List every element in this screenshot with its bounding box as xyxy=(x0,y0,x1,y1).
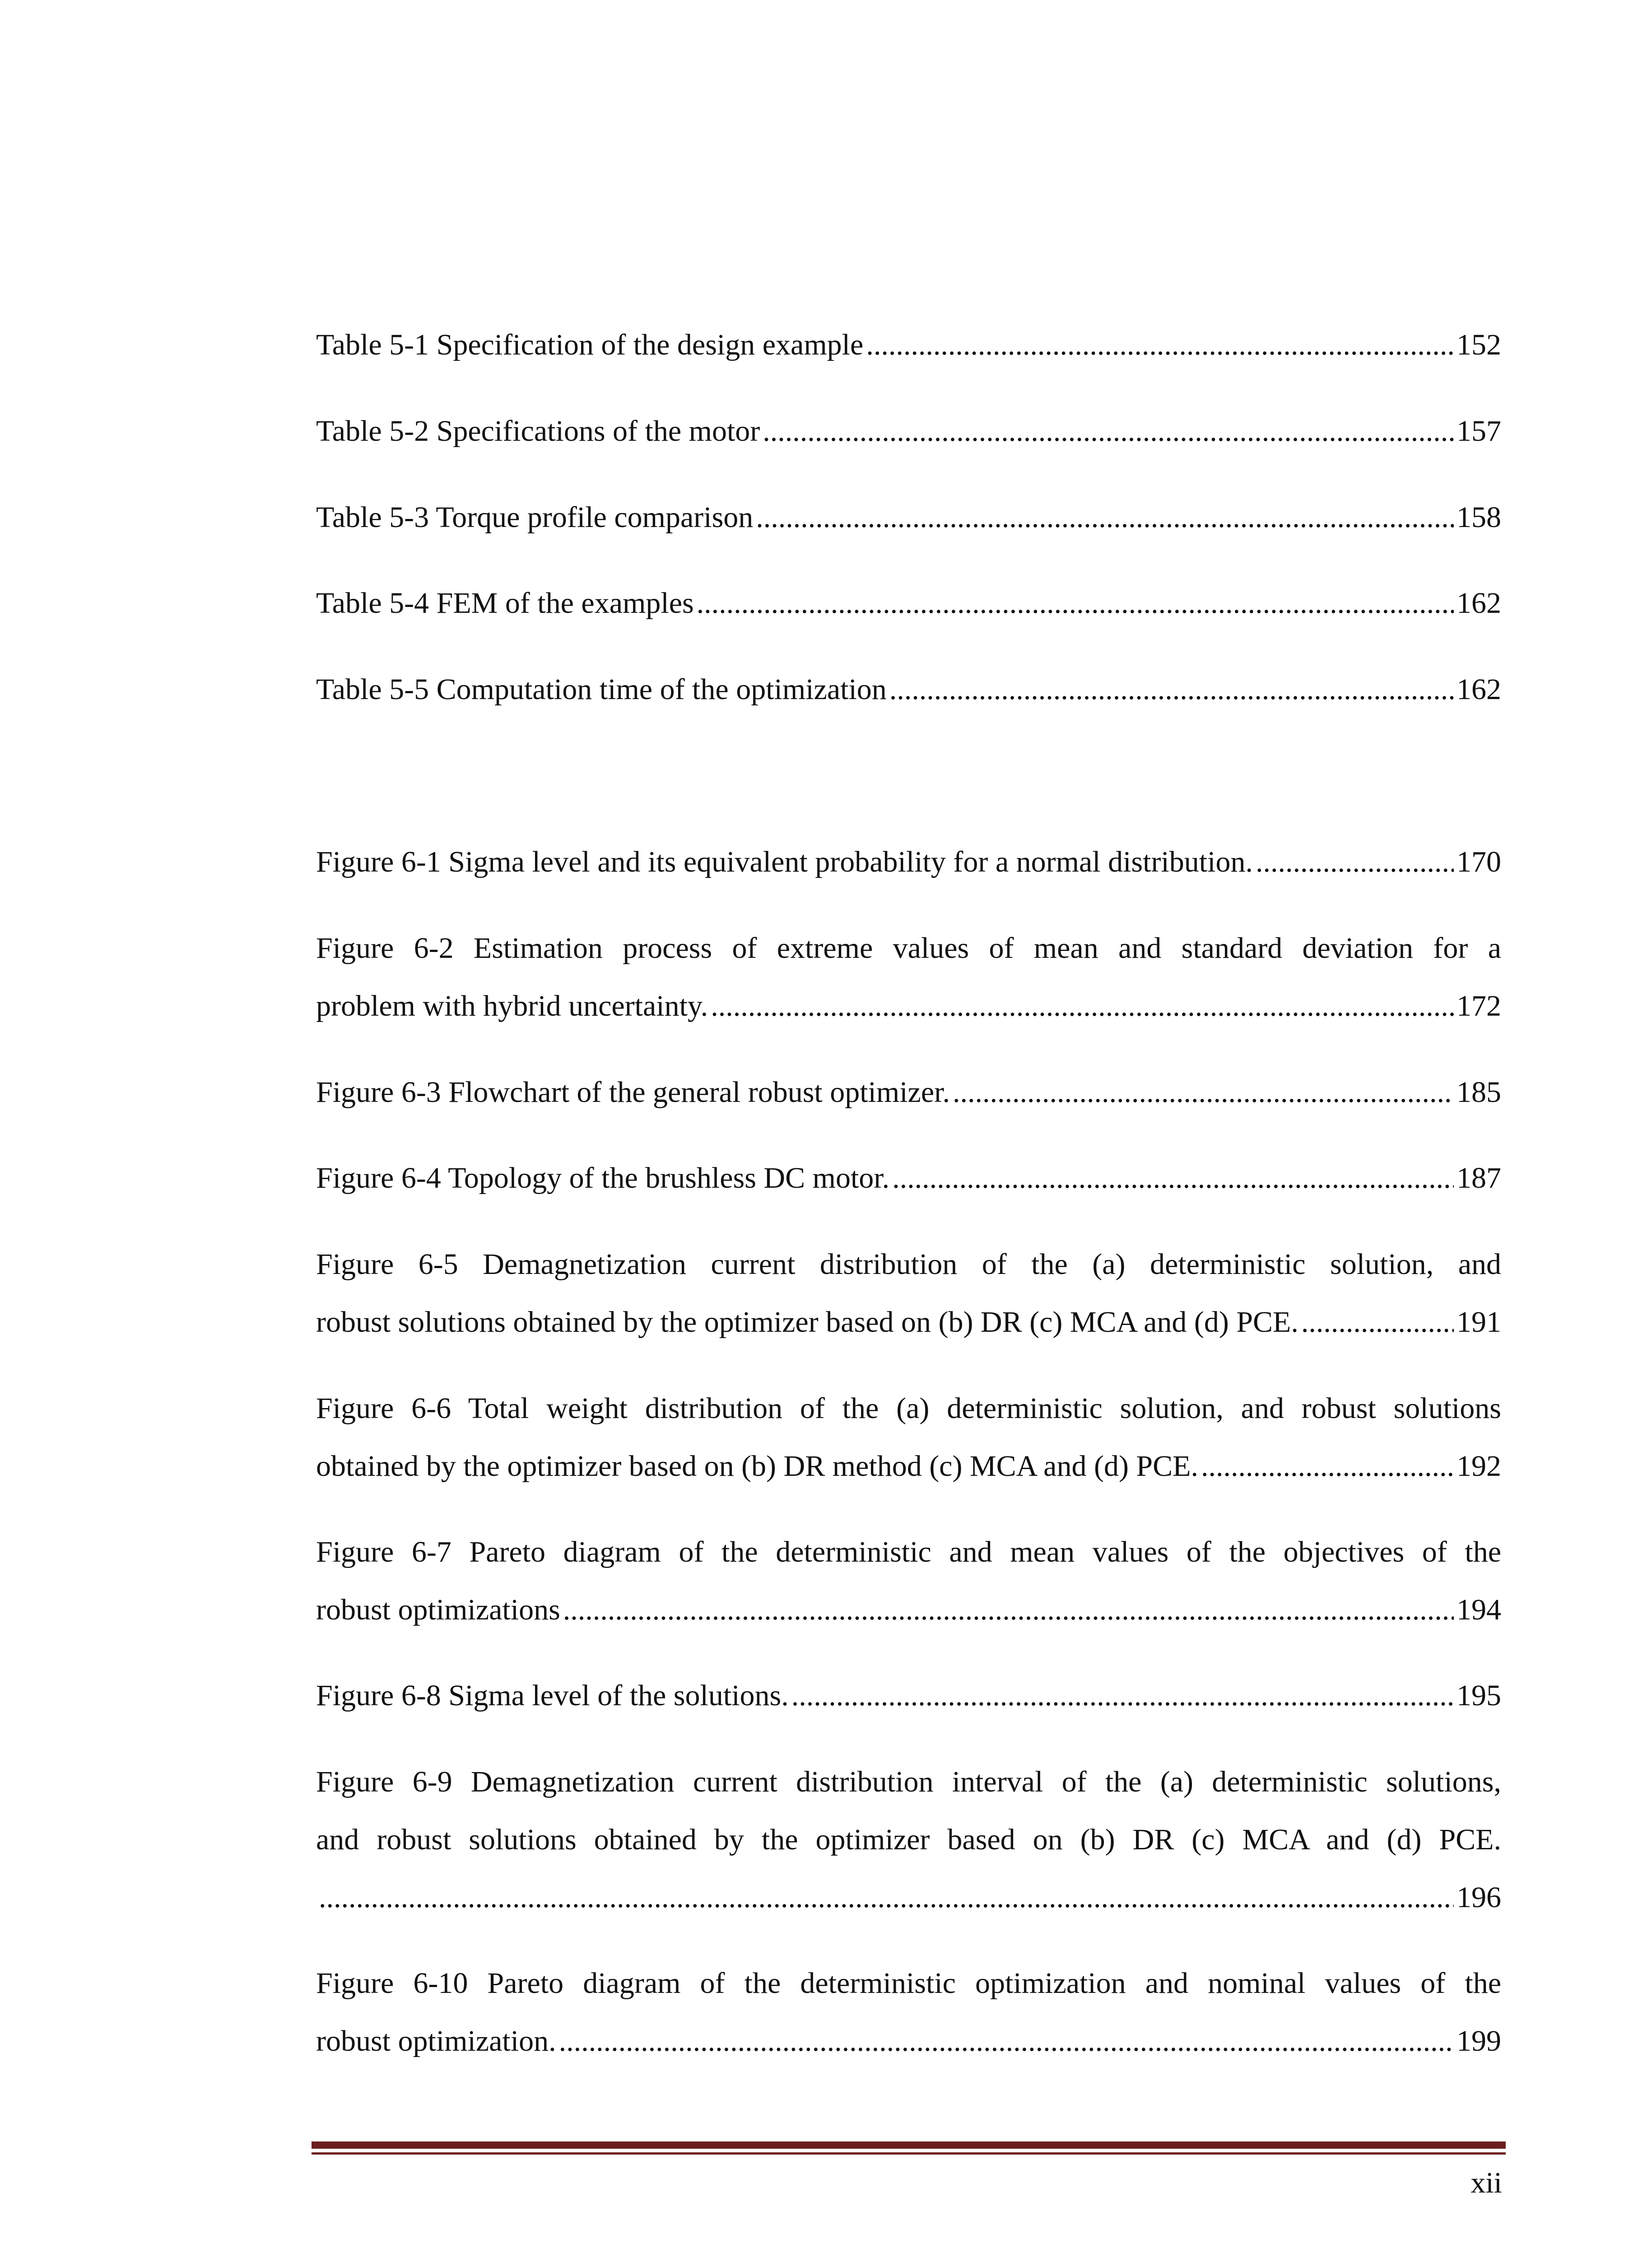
toc-entry-figure-6-9[interactable] xyxy=(316,1753,1501,1927)
toc-entry-page: 196 xyxy=(1457,1881,1501,1914)
toc-entry-table-5-4[interactable] xyxy=(316,574,1501,632)
toc-entry-figure-6-8[interactable] xyxy=(316,1667,1501,1725)
dot-leader xyxy=(953,1064,1454,1121)
dot-leader xyxy=(791,1667,1454,1725)
toc-entry-label-line-1: Figure 6-2 Estimation process of extreme values of mean and standard deviation for a xyxy=(316,932,1501,965)
toc-entry-figure-6-4[interactable] xyxy=(316,1149,1501,1207)
toc-entry-page: 187 xyxy=(1457,1162,1501,1194)
toc-entry-label: Figure 6-8 Sigma level of the solutions. xyxy=(316,1679,789,1712)
toc-entry-page: 157 xyxy=(1457,415,1501,448)
footer-rule-thick xyxy=(312,2141,1506,2149)
dot-leader xyxy=(559,2012,1454,2070)
toc-entry-figure-6-3[interactable] xyxy=(316,1064,1501,1121)
dot-leader xyxy=(892,1149,1454,1207)
toc-entry-figure-6-5[interactable] xyxy=(316,1236,1501,1351)
dot-leader xyxy=(563,1581,1454,1639)
toc-entry-page: 172 xyxy=(1457,989,1501,1022)
toc-entry-page: 162 xyxy=(1457,587,1501,620)
toc-entry-page: 199 xyxy=(1457,2025,1501,2057)
toc-entry-table-5-1[interactable] xyxy=(316,316,1501,374)
dot-leader xyxy=(711,977,1454,1035)
toc-entry-label-line-1: Figure 6-7 Pareto diagram of the deterministic and mean values of the objectives of the xyxy=(316,1535,1501,1568)
toc-entry-label-line-2: obtained by the optimizer based on (b) DR method (c) MCA and (d) PCE. xyxy=(316,1450,1198,1483)
page-number: xii xyxy=(1471,2166,1502,2199)
dot-leader xyxy=(756,489,1454,546)
toc-entry-label: Table 5-1 Specification of the design example xyxy=(316,328,864,361)
toc-entry-label-line-2: robust solutions obtained by the optimizer based on (b) DR (c) MCA and (d) PCE. xyxy=(316,1306,1298,1339)
toc-entry-page: 152 xyxy=(1457,328,1501,361)
toc-entry-label-line-2: robust optimization. xyxy=(316,2025,556,2057)
toc-entry-table-5-5[interactable] xyxy=(316,661,1501,718)
toc-entry-label-line-1: Figure 6-6 Total weight distribution of the (a) deterministic solution, and robust solutions xyxy=(316,1392,1501,1425)
toc-entry-page: 192 xyxy=(1457,1450,1501,1483)
toc-entry-figure-6-7[interactable] xyxy=(316,1523,1501,1639)
toc-entry-label: Figure 6-1 Sigma level and its equivalent probability for a normal distribution. xyxy=(316,845,1253,878)
toc-entry-page: 194 xyxy=(1457,1593,1501,1626)
toc-entry-label: Table 5-2 Specifications of the motor xyxy=(316,415,760,448)
dot-leader xyxy=(866,316,1454,374)
toc-entry-label-line-1: Figure 6-10 Pareto diagram of the deterministic optimization and nominal values of the xyxy=(316,1967,1501,2000)
toc-entry-table-5-3[interactable] xyxy=(316,489,1501,546)
toc-entry-figure-6-10[interactable] xyxy=(316,1955,1501,2070)
dot-leader xyxy=(889,661,1454,718)
toc-entry-label: Table 5-3 Torque profile comparison xyxy=(316,501,754,534)
toc-entry-page: 158 xyxy=(1457,501,1501,534)
toc-entry-figure-6-2[interactable] xyxy=(316,919,1501,1035)
toc-entry-label: Figure 6-3 Flowchart of the general robust optimizer. xyxy=(316,1076,950,1109)
toc-entry-label-line-2: and robust solutions obtained by the optimizer based on (b) DR (c) MCA and (d) PCE. xyxy=(316,1823,1501,1856)
toc-entry-page: 195 xyxy=(1457,1679,1501,1712)
toc-entry-label-line-2: robust optimizations xyxy=(316,1593,560,1626)
list-of-tables-and-figures xyxy=(316,0,1501,2258)
toc-entry-label-line-1: Figure 6-9 Demagnetization current distribution interval of the (a) deterministic solutions, xyxy=(316,1765,1501,1798)
toc-entry-label-line-2: problem with hybrid uncertainty. xyxy=(316,989,708,1022)
dot-leader xyxy=(1256,833,1454,891)
toc-entry-label: Table 5-4 FEM of the examples xyxy=(316,587,694,620)
toc-entry-label-line-1: Figure 6-5 Demagnetization current distribution of the (a) deterministic solution, and xyxy=(316,1248,1501,1281)
dot-leader xyxy=(1201,1437,1454,1495)
toc-entry-label: Figure 6-4 Topology of the brushless DC motor. xyxy=(316,1162,890,1194)
toc-entry-figure-6-6[interactable] xyxy=(316,1380,1501,1495)
footer-rule-thin xyxy=(312,2152,1506,2155)
toc-entry-figure-6-1[interactable] xyxy=(316,833,1501,891)
dot-leader xyxy=(763,402,1454,460)
dot-leader xyxy=(697,574,1454,632)
toc-entry-page: 162 xyxy=(1457,673,1501,706)
toc-entry-table-5-2[interactable] xyxy=(316,402,1501,460)
dot-leader xyxy=(319,1869,1454,1927)
toc-entry-page: 170 xyxy=(1457,845,1501,878)
toc-entry-page: 185 xyxy=(1457,1076,1501,1109)
toc-entry-page: 191 xyxy=(1457,1306,1501,1339)
toc-entry-label: Table 5-5 Computation time of the optimization xyxy=(316,673,887,706)
dot-leader xyxy=(1301,1293,1454,1351)
